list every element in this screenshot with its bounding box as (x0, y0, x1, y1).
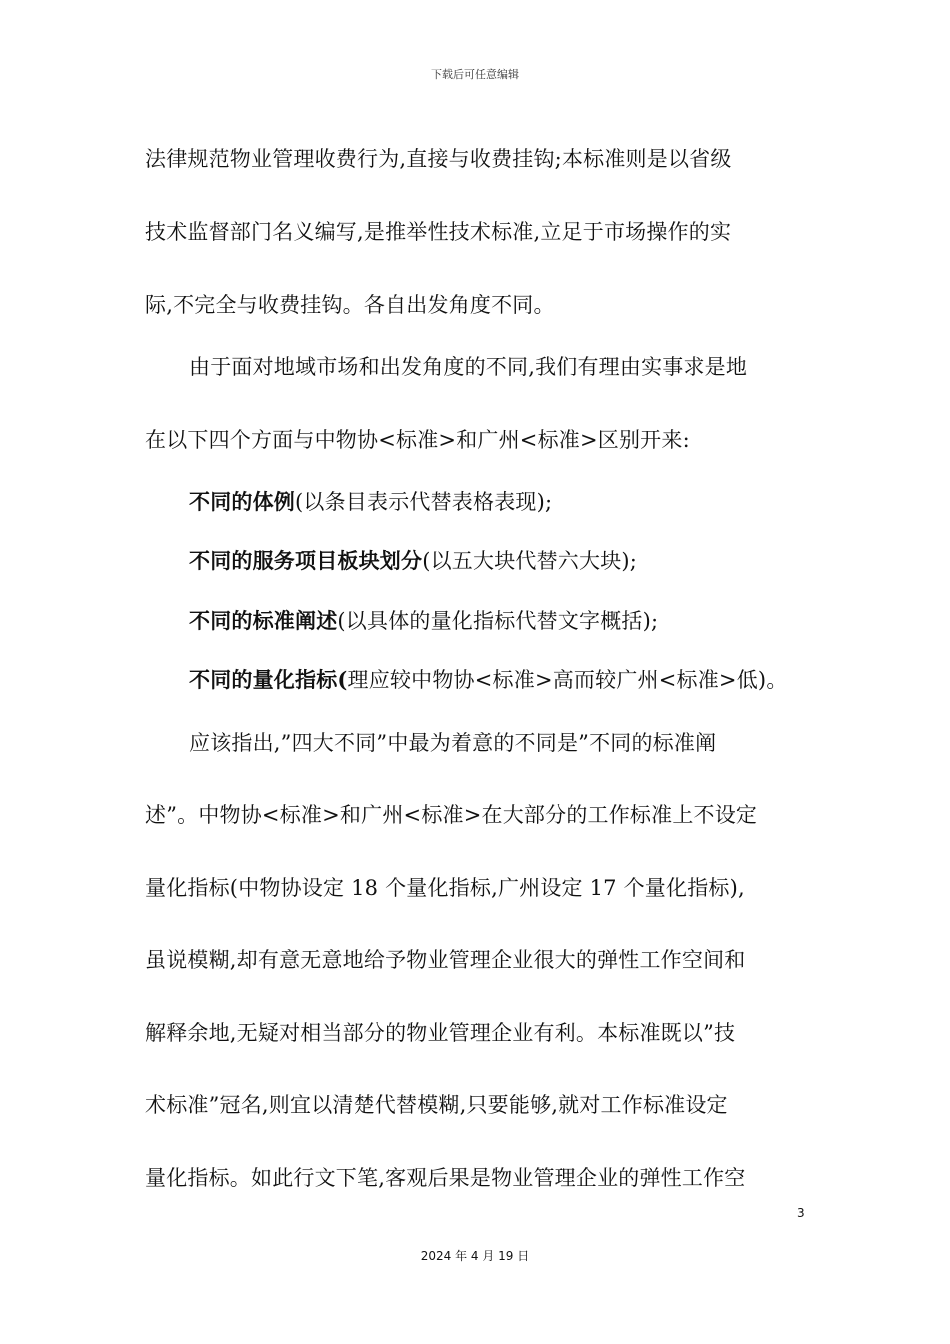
list-item (189, 547, 637, 575)
body-line-6: 应该指出,”四大不同”中最为着意的不同是”不同的标准阐 (189, 731, 717, 755)
list-item-text: (以五大块代替六大块); (422, 549, 638, 573)
body-line-5: 在以下四个方面与中物协<标准>和广州<标准>区别开来: (145, 428, 690, 452)
page-header: 下载后可任意编辑 (431, 68, 519, 81)
body-line-12: 量化指标。如此行文下笔,客观后果是物业管理企业的弹性工作空 (145, 1166, 746, 1190)
list-item-heading: 不同的服务项目板块划分 (189, 548, 423, 573)
list-item-heading: 不同的量化指标( (189, 667, 348, 692)
list-item-text: (以具体的量化指标代替文字概括); (337, 609, 659, 633)
body-line-7: 述”。中物协<标准>和广州<标准>在大部分的工作标准上不设定 (145, 803, 758, 827)
body-line-8: 量化指标(中物协设定 18 个量化指标,广州设定 17 个量化指标), (145, 876, 745, 900)
list-item-text: 理应较中物协<标准>高而较广州<标准>低)。 (347, 668, 788, 692)
body-line-11: 术标准”冠名,则宜以清楚代替模糊,只要能够,就对工作标准设定 (145, 1093, 728, 1117)
body-line-9: 虽说模糊,却有意无意地给予物业管理企业很大的弹性工作空间和 (145, 948, 746, 972)
list-item-text: (以条目表示代替表格表现); (295, 490, 553, 514)
body-line-3: 际,不完全与收费挂钩。各自出发角度不同。 (145, 293, 555, 317)
body-line-4: 由于面对地域市场和出发角度的不同,我们有理由实事求是地 (189, 355, 748, 379)
list-item (189, 607, 658, 635)
list-item-heading: 不同的体例 (189, 489, 295, 514)
page-footer-date: 2024 年 4 月 19 日 (420, 1249, 530, 1263)
body-line-10: 解释余地,无疑对相当部分的物业管理企业有利。本标准既以”技 (145, 1021, 736, 1045)
list-item (189, 666, 788, 694)
page-number: 3 (797, 1206, 805, 1220)
list-item (189, 488, 552, 516)
body-line-1: 法律规范物业管理收费行为,直接与收费挂钩;本标准则是以省级 (145, 147, 732, 171)
list-item-heading: 不同的标准阐述 (189, 608, 338, 633)
body-line-2: 技术监督部门名义编写,是推举性技术标准,立足于市场操作的实 (145, 220, 732, 244)
